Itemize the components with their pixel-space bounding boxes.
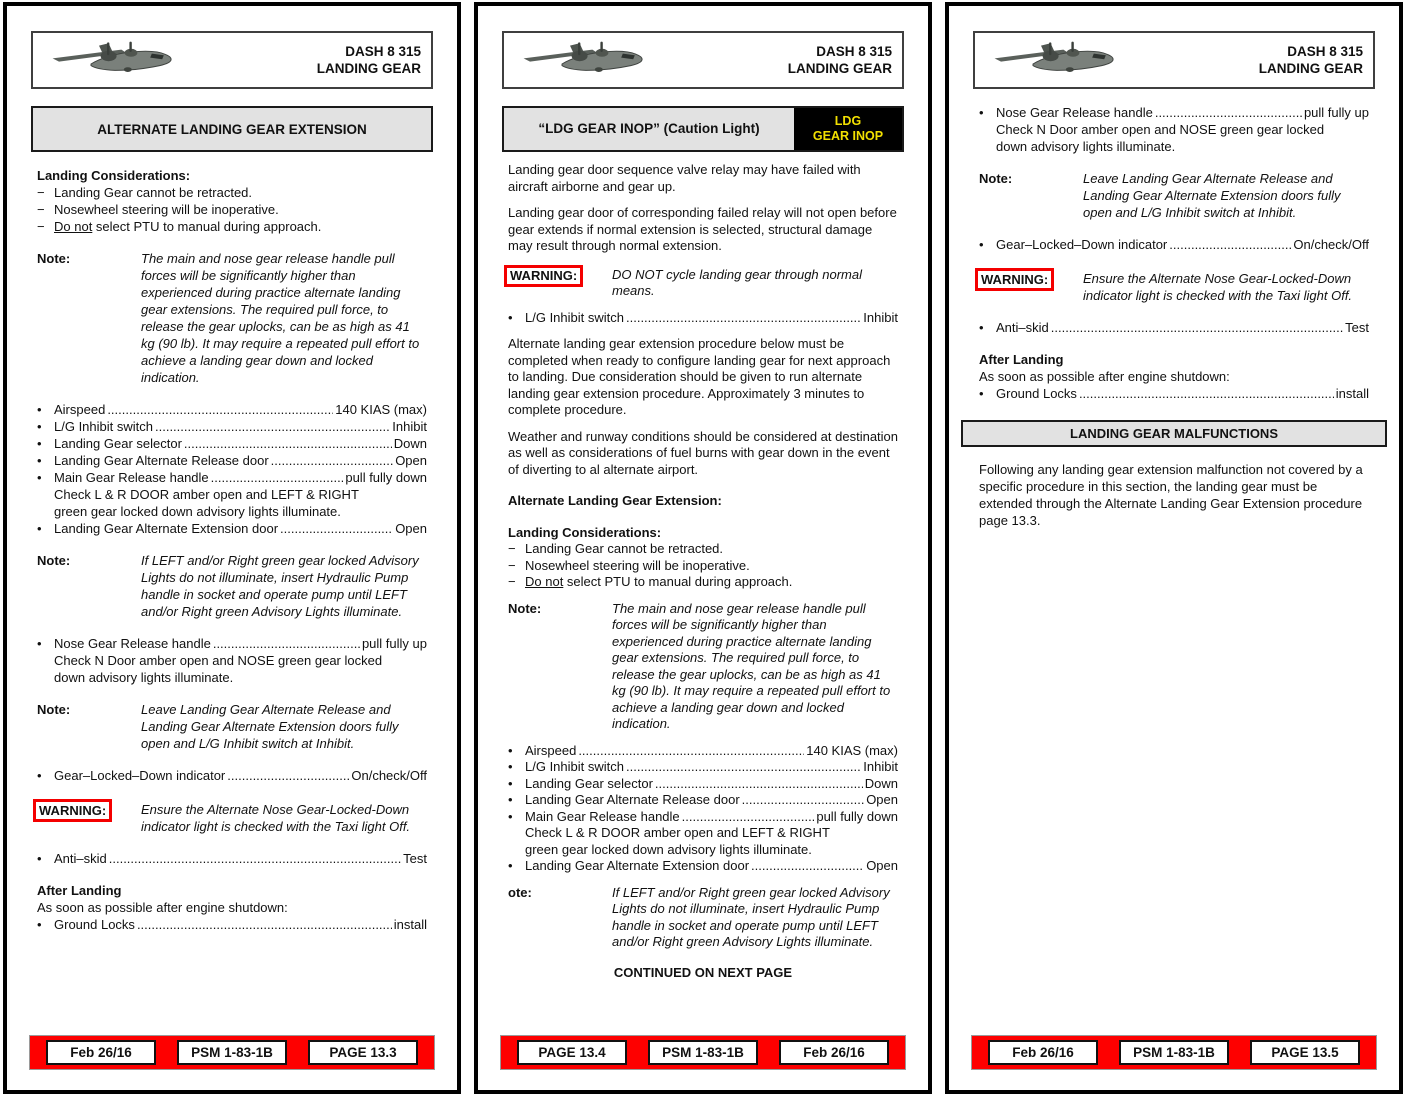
note-text: If LEFT and/or Right green gear locked Advisory Lights do not illuminate, insert Hydraulic Pump handle in socket and operate pump until LEFT and/or Right green Advisory Lights illuminate. — [141, 553, 419, 619]
note-label: Note: — [979, 171, 1013, 186]
footer-box: PSM 1-83-1B — [1119, 1040, 1229, 1065]
dot-leader — [184, 435, 392, 452]
doc-title-line2: LANDING GEAR — [787, 61, 892, 76]
checklist-value: Test — [1345, 320, 1369, 335]
page-13-4 — [474, 2, 932, 1094]
checklist-label: Ground Locks — [54, 917, 135, 932]
note-text: The main and nose gear release handle pull forces will be significantly higher than experienced during practice alternate landing gear extensions. The required pull force, to release the gear uplocks, can be as high as 41 kg (90 lb). It may require a repeated pull effort to achieve a landing gear down and locked indication. — [141, 251, 420, 385]
checklist-value: Test — [403, 851, 427, 866]
caution-light-line2: GEAR INOP — [812, 129, 884, 143]
dash-item-text — [525, 574, 792, 591]
dash-item-rest: Landing Gear cannot be retracted. — [54, 185, 253, 200]
checklist-label: Main Gear Release handle — [54, 470, 209, 485]
warning-label: WARNING: — [975, 268, 1054, 291]
warning-text: Ensure the Alternate Nose Gear-Locked-Down indicator light is checked with the Taxi light Off. — [141, 802, 411, 834]
checklist-continuation: green gear locked down advisory lights illuminate. — [54, 504, 341, 519]
dot-leader — [751, 858, 864, 875]
heading: Landing Considerations: — [37, 168, 191, 183]
footer-box: Feb 26/16 — [779, 1040, 889, 1065]
dot-leader — [211, 469, 344, 486]
bullet-glyph: • — [37, 521, 42, 536]
checklist-value: Inhibit — [392, 419, 427, 434]
dash-item-text — [54, 184, 252, 201]
dot-leader — [1169, 236, 1291, 253]
heading: After Landing — [37, 883, 122, 898]
checklist-value: pull fully down — [816, 808, 898, 824]
checklist-label: Gear–Locked–Down indicator — [54, 768, 226, 783]
checklist-item — [508, 743, 898, 760]
paragraph: Weather and runway conditions should be considered at destination as well as considerations of fuel burns with gear down in the event of diverting to al alternate airport. — [508, 428, 899, 477]
continued-notice: CONTINUED ON NEXT PAGE — [613, 964, 793, 980]
note-block — [37, 701, 427, 752]
dash-glyph: − — [37, 202, 45, 217]
note-label: Note: — [508, 600, 542, 616]
doc-title-line1: DASH 8 315 — [345, 44, 421, 59]
checklist-value: On/check/Off — [351, 768, 427, 783]
bullet-glyph: • — [37, 419, 42, 434]
dash-item-text — [54, 201, 279, 218]
checklist-item — [508, 310, 898, 327]
paragraph: Following any landing gear extension malfunction not covered by a specific procedure in this section, the landing gear must be extended through the Alternate Landing Gear Extension procedure page 13.3. — [979, 462, 1363, 528]
dash-item-rest: select PTU to manual during approach. — [92, 219, 322, 234]
checklist-continuation: Check L & R DOOR amber open and LEFT & RIGHT — [54, 487, 359, 502]
dash-item — [37, 184, 427, 201]
doc-title-line1: DASH 8 315 — [816, 44, 892, 59]
checklist-continuation: Check N Door amber open and NOSE green gear locked — [996, 122, 1325, 137]
bullet-glyph: • — [37, 917, 42, 932]
note-block — [508, 601, 898, 733]
warning-block — [979, 268, 1369, 304]
doc-title — [317, 43, 421, 77]
checklist-continuation: Check L & R DOOR amber open and LEFT & RIGHT — [525, 825, 830, 840]
checklist-label: Landing Gear Alternate Extension door — [54, 521, 279, 536]
checklist-value: pull fully down — [345, 470, 427, 485]
dash-item-rest: Nosewheel steering will be inoperative. — [54, 202, 279, 217]
bullet-glyph: • — [37, 768, 42, 783]
bullet-glyph: • — [508, 309, 513, 325]
checklist-label: Nose Gear Release handle — [54, 636, 211, 651]
checklist-value: Inhibit — [863, 759, 898, 774]
note-block — [979, 170, 1369, 221]
checklist-item — [508, 792, 898, 809]
checklist-item — [37, 916, 427, 933]
checklist-item — [37, 418, 427, 435]
section-title-box — [31, 106, 433, 152]
checklist-label: Ground Locks — [996, 386, 1077, 401]
note-label: Note: — [37, 553, 71, 568]
note-block — [508, 885, 898, 951]
checklist-label: Airspeed — [54, 402, 106, 417]
bullet-glyph: • — [508, 742, 513, 758]
checklist-item — [37, 401, 427, 418]
bullet-glyph: • — [979, 237, 984, 252]
dash-glyph: − — [508, 574, 516, 589]
aircraft-illustration — [51, 39, 179, 81]
checklist — [37, 916, 427, 933]
checklist-label: L/G Inhibit switch — [525, 759, 624, 774]
dot-leader — [655, 776, 863, 793]
checklist — [37, 767, 427, 784]
dash-item-text — [54, 218, 321, 235]
dash-list — [37, 184, 427, 235]
bullet-glyph: • — [508, 775, 513, 791]
section-title: ALTERNATE LANDING GEAR EXTENSION — [97, 121, 367, 137]
bullet-glyph: • — [508, 858, 513, 873]
bullet-glyph: • — [37, 436, 42, 451]
note-text: Leave Landing Gear Alternate Release and Landing Gear Alternate Extension doors fully open and L/G Inhibit switch at Inhibit. — [1083, 171, 1341, 220]
checklist-value: Down — [393, 436, 427, 451]
footer-box: PSM 1-83-1B — [177, 1040, 287, 1065]
checklist-continuation: green gear locked down advisory lights illuminate. — [525, 841, 812, 857]
dash-glyph: − — [37, 185, 45, 200]
checklist-label: Anti–skid — [996, 320, 1049, 335]
page-header-box — [973, 31, 1375, 89]
bullet-glyph: • — [37, 470, 42, 485]
checklist-label: Landing Gear Alternate Release door — [54, 453, 269, 468]
dot-leader — [280, 520, 393, 537]
checklist-item — [508, 858, 898, 875]
page-13-3 — [3, 2, 461, 1094]
checklist-item — [37, 850, 427, 867]
aircraft-illustration — [993, 39, 1121, 81]
checklist-item — [979, 236, 1369, 253]
page-header-box — [502, 31, 904, 89]
dot-leader — [742, 792, 865, 809]
dash-glyph: − — [508, 557, 516, 573]
warning-label-col — [37, 799, 141, 835]
checklist — [508, 310, 898, 327]
dot-leader — [626, 759, 861, 776]
note-label: Note: — [37, 251, 71, 266]
checklist-label: Gear–Locked–Down indicator — [996, 237, 1168, 252]
bullet-glyph: • — [508, 759, 513, 774]
heading: Landing Considerations: — [508, 524, 662, 540]
bullet-glyph: • — [508, 792, 513, 807]
warning-label-col — [508, 265, 612, 300]
dash-item — [508, 541, 898, 558]
checklist-value: 140 KIAS (max) — [806, 742, 898, 758]
checklist — [37, 850, 427, 867]
checklist-label: Landing Gear Alternate Extension door — [525, 858, 750, 873]
text-line: As soon as possible after engine shutdown: — [37, 900, 288, 915]
checklist-label: Main Gear Release handle — [525, 808, 680, 824]
page-13-5 — [945, 2, 1403, 1094]
checklist-label: L/G Inhibit switch — [54, 419, 153, 434]
checklist-label: Anti–skid — [54, 851, 107, 866]
warning-label: WARNING: — [504, 265, 583, 288]
checklist-label: Nose Gear Release handle — [996, 105, 1153, 120]
checklist — [979, 385, 1369, 402]
footer-box: PAGE 13.5 — [1250, 1040, 1360, 1065]
checklist-continuation: down advisory lights illuminate. — [996, 139, 1176, 154]
bullet-glyph: • — [37, 636, 42, 651]
footer-box: PSM 1-83-1B — [648, 1040, 758, 1065]
section-title-box — [961, 420, 1387, 447]
checklist-label: Airspeed — [525, 742, 577, 758]
checklist-value: Open — [866, 792, 898, 807]
section-title: LANDING GEAR MALFUNCTIONS — [1070, 426, 1278, 441]
checklist-value: Open — [395, 521, 427, 536]
dot-leader — [1155, 104, 1302, 121]
bullet-glyph: • — [37, 453, 42, 468]
warning-label: WARNING: — [33, 799, 112, 822]
dot-leader — [1079, 385, 1334, 402]
note-text: Leave Landing Gear Alternate Release and Landing Gear Alternate Extension doors fully open and L/G Inhibit switch at Inhibit. — [141, 702, 399, 751]
dash-item-rest: Landing Gear cannot be retracted. — [525, 541, 724, 556]
checklist-label: Landing Gear selector — [54, 436, 182, 451]
page-footer-bar — [29, 1035, 435, 1070]
checklist — [979, 236, 1369, 253]
doc-title-line2: LANDING GEAR — [316, 61, 421, 76]
note-block — [37, 250, 427, 386]
checklist-continuation: Check N Door amber open and NOSE green gear locked — [54, 653, 383, 668]
dash-item-text — [525, 541, 723, 558]
caution-light-indicator — [794, 108, 902, 150]
note-label: Note: — [37, 702, 71, 717]
dot-leader — [137, 916, 392, 933]
doc-title-line2: LANDING GEAR — [1258, 61, 1363, 76]
footer-box: PAGE 13.4 — [517, 1040, 627, 1065]
checklist-continuation: down advisory lights illuminate. — [54, 670, 234, 685]
checklist-value: On/check/Off — [1293, 237, 1369, 252]
checklist-value: install — [1335, 386, 1369, 401]
dot-leader — [1051, 319, 1343, 336]
dash-list — [508, 541, 898, 591]
caution-light-line1: LDG — [834, 114, 862, 128]
checklist-item — [979, 385, 1369, 402]
checklist-item — [979, 104, 1369, 121]
dash-glyph: − — [37, 219, 45, 234]
checklist-item — [37, 635, 427, 652]
aircraft-illustration — [522, 39, 650, 81]
doc-title — [1259, 43, 1363, 77]
footer-box: Feb 26/16 — [46, 1040, 156, 1065]
dot-leader — [155, 418, 390, 435]
warning-block — [37, 799, 427, 835]
warning-text: Ensure the Alternate Nose Gear-Locked-Down indicator light is checked with the Taxi light Off. — [1083, 271, 1353, 303]
heading: Alternate Landing Gear Extension: — [508, 493, 722, 508]
heading: After Landing — [979, 352, 1064, 367]
checklist-label: L/G Inhibit switch — [525, 309, 624, 325]
warning-block — [508, 265, 898, 300]
checklist-item — [37, 469, 427, 486]
warning-text: DO NOT cycle landing gear through normal means. — [612, 266, 863, 298]
checklist-item — [37, 520, 427, 537]
section-title: “LDG GEAR INOP” (Caution Light) — [538, 120, 760, 136]
checklist — [979, 319, 1369, 336]
checklist-value: Open — [866, 858, 898, 873]
dot-leader — [107, 401, 333, 418]
checklist-value: pull fully up — [1303, 105, 1369, 120]
bullet-glyph: • — [508, 808, 513, 824]
checklist — [37, 401, 427, 537]
checklist-item — [37, 452, 427, 469]
checklist — [979, 104, 1369, 155]
warning-label-col — [979, 268, 1083, 304]
page-content — [478, 106, 928, 981]
page-header-box — [31, 31, 433, 89]
bullet-glyph: • — [979, 386, 984, 401]
checklist-item — [508, 776, 898, 793]
doc-title — [788, 43, 892, 77]
checklist-label: Landing Gear selector — [525, 775, 653, 791]
dot-leader — [227, 767, 349, 784]
dash-item — [37, 201, 427, 218]
checklist-item — [37, 435, 427, 452]
note-text: If LEFT and/or Right green gear locked Advisory Lights do not illuminate, insert Hydraulic Pump handle in socket and operate pump until LEFT and/or Right green Advisory Lights illuminate. — [612, 884, 890, 949]
doc-title-line1: DASH 8 315 — [1287, 44, 1363, 59]
bullet-glyph: • — [979, 320, 984, 335]
dot-leader — [626, 310, 861, 327]
dash-item-rest: Nosewheel steering will be inoperative. — [525, 557, 750, 573]
paragraph: Landing gear door of corresponding failed relay will not open before gear extends if normal extension is selected, structural damage may result through normal extension. — [508, 205, 897, 253]
dash-item-text — [525, 558, 750, 575]
section-title-box — [502, 106, 904, 152]
footer-box: Feb 26/16 — [988, 1040, 1098, 1065]
paragraph: Alternate landing gear extension procedure below must be completed when ready to configure landing gear for next approach to landing. Due consideration should be given to run alternate landing gear extension procedure. Approximately 3 minutes to complete procedure. — [508, 336, 891, 417]
page-content — [949, 104, 1399, 529]
paragraph: Landing gear door sequence valve relay may have failed with aircraft airborne and gear up. — [508, 162, 861, 194]
note-text: The main and nose gear release handle pull forces will be significantly higher than experienced during practice alternate landing gear extensions. The required pull force, to release the gear uplocks, can be as high as 41 kg (90 lb). It may require a repeated pull effort to achieve a landing gear down and locked indication. — [612, 600, 891, 731]
note-block — [37, 552, 427, 620]
checklist-value: 140 KIAS (max) — [335, 402, 427, 417]
dot-leader — [578, 743, 804, 760]
checklist-item — [979, 319, 1369, 336]
dash-item — [508, 574, 898, 591]
text-line: As soon as possible after engine shutdown: — [979, 369, 1230, 384]
checklist — [37, 635, 427, 686]
bullet-glyph: • — [37, 851, 42, 866]
dot-leader — [271, 452, 394, 469]
note-label: ote: — [508, 884, 532, 900]
checklist — [508, 743, 898, 875]
bullet-glyph: • — [37, 402, 42, 417]
checklist-item — [37, 767, 427, 784]
checklist-value: Down — [864, 775, 898, 791]
bullet-glyph: • — [979, 105, 984, 120]
dot-leader — [109, 850, 401, 867]
dash-glyph: − — [508, 541, 516, 556]
dash-item — [508, 558, 898, 575]
underlined-text: Do not — [525, 574, 564, 589]
checklist-label: Landing Gear Alternate Release door — [525, 792, 740, 807]
checklist-value: Inhibit — [863, 309, 898, 325]
checklist-item — [508, 809, 898, 826]
checklist-value: pull fully up — [361, 636, 427, 651]
page-footer-bar — [971, 1035, 1377, 1070]
dot-leader — [682, 809, 815, 826]
checklist-item — [508, 759, 898, 776]
dash-item-rest: select PTU to manual during approach. — [563, 574, 793, 589]
dot-leader — [213, 635, 360, 652]
dash-item — [37, 218, 427, 235]
checklist-value: Open — [395, 453, 427, 468]
checklist-value: install — [393, 917, 427, 932]
underlined-text: Do not — [54, 219, 93, 234]
page-content — [7, 106, 457, 933]
footer-box: PAGE 13.3 — [308, 1040, 418, 1065]
page-footer-bar — [500, 1035, 906, 1070]
